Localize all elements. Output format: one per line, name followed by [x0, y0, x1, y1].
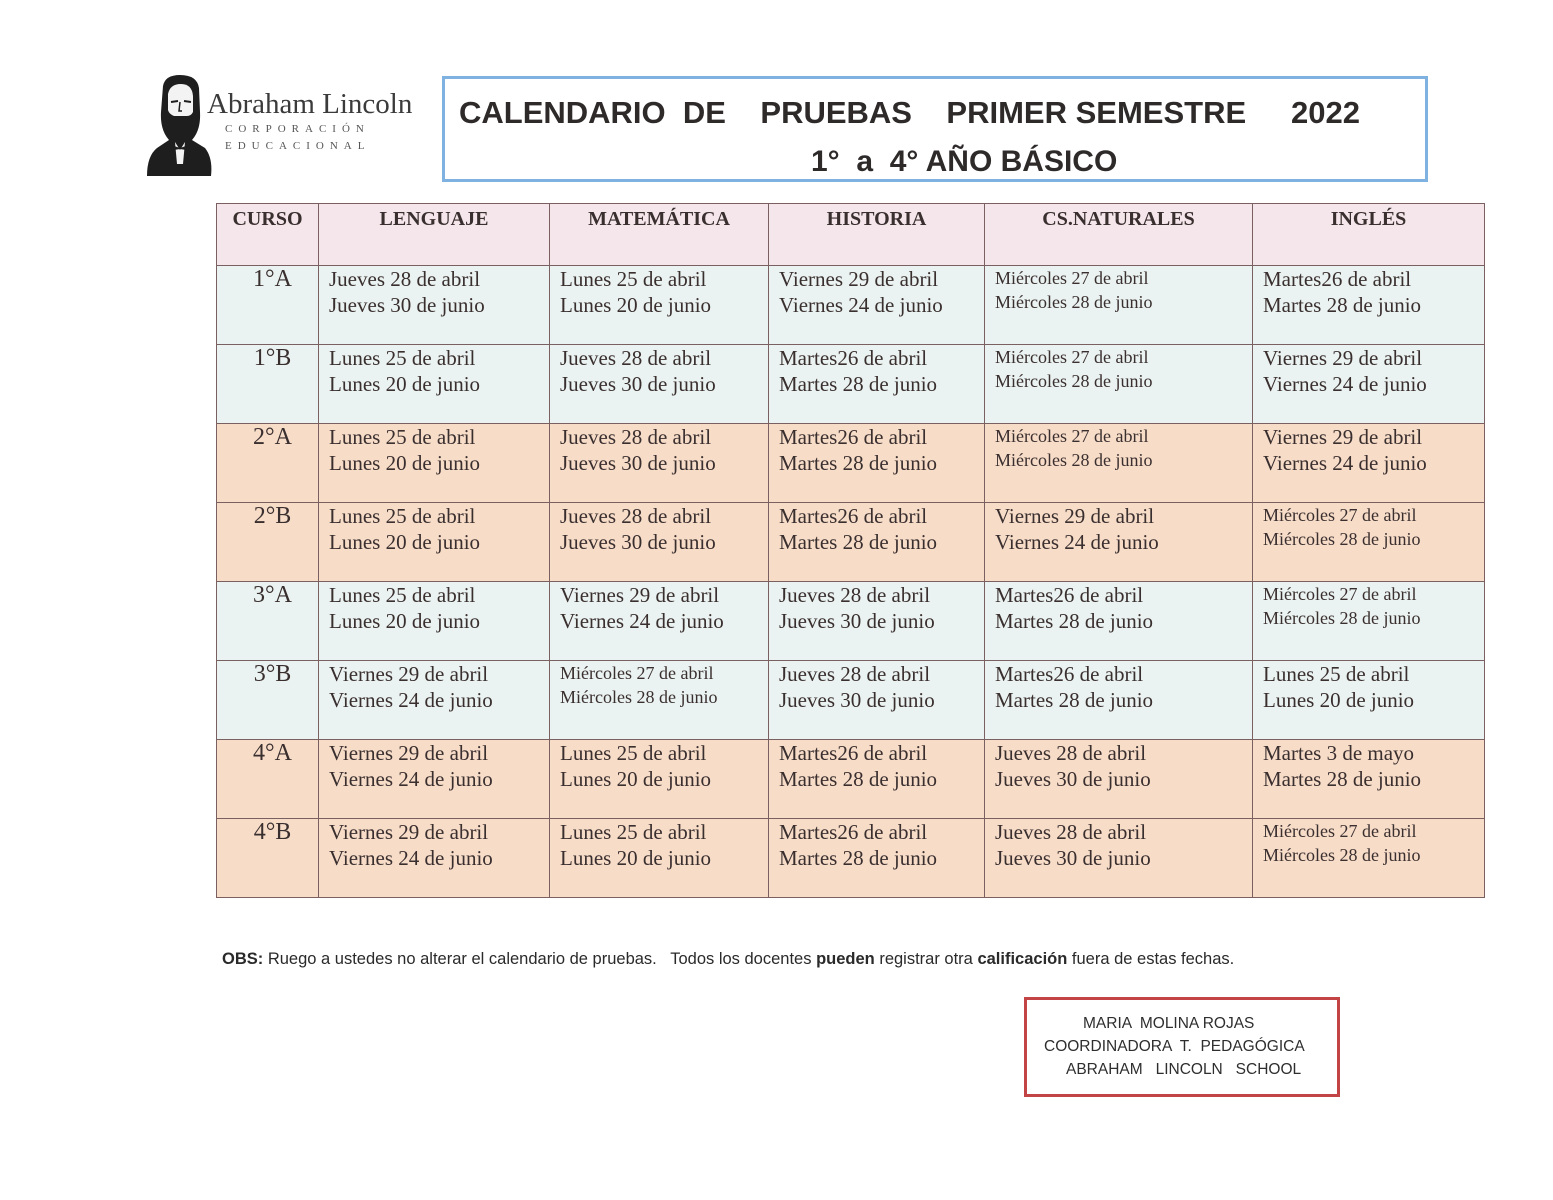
april-date: Martes26 de abril [779, 820, 928, 844]
april-date: Lunes 25 de abril [329, 346, 476, 370]
date-cell-matematica [550, 266, 769, 345]
table-header-row [217, 204, 1485, 266]
april-date: Lunes 25 de abril [560, 820, 707, 844]
table-row [217, 424, 1485, 503]
signature-name: MARIA MOLINA ROJAS [1083, 1015, 1255, 1032]
june-date: Lunes 20 de junio [329, 530, 481, 554]
april-date: Lunes 25 de abril [1263, 662, 1410, 686]
date-cell-lenguaje [319, 740, 550, 819]
april-date: Martes26 de abril [1263, 267, 1412, 291]
table-row [217, 345, 1485, 424]
date-cell-historia [769, 661, 985, 740]
curso-cell: 2°B [217, 503, 319, 582]
date-cell-historia [769, 503, 985, 582]
header-lenguaje: LENGUAJE [319, 204, 550, 266]
table-row [217, 740, 1485, 819]
april-date: Lunes 25 de abril [560, 267, 707, 291]
april-date: Martes26 de abril [779, 741, 928, 765]
date-cell-ingles [1253, 661, 1485, 740]
date-cell-cs-naturales [985, 503, 1253, 582]
date-cell-historia [769, 266, 985, 345]
curso-cell: 4°A [217, 740, 319, 819]
june-date: Jueves 30 de junio [995, 767, 1151, 791]
june-date: Viernes 24 de junio [1263, 372, 1427, 396]
header-historia: HISTORIA [769, 204, 985, 266]
april-date: Martes26 de abril [779, 346, 928, 370]
date-cell-lenguaje [319, 582, 550, 661]
april-date: Miércoles 27 de abril [995, 268, 1149, 288]
table-row [217, 266, 1485, 345]
april-date: Jueves 28 de abril [779, 662, 931, 686]
curso-cell: 4°B [217, 819, 319, 898]
date-cell-historia [769, 819, 985, 898]
date-cell-cs-naturales [985, 819, 1253, 898]
june-date: Miércoles 28 de junio [1263, 845, 1421, 865]
june-date: Lunes 20 de junio [1263, 688, 1415, 712]
curso-cell: 1°B [217, 345, 319, 424]
date-cell-lenguaje [319, 661, 550, 740]
june-date: Jueves 30 de junio [779, 609, 935, 633]
obs-bold-2: calificación [977, 950, 1068, 968]
school-logo [145, 72, 415, 177]
april-date: Jueves 28 de abril [779, 583, 931, 607]
april-date: Viernes 29 de abril [329, 662, 489, 686]
april-date: Viernes 29 de abril [995, 504, 1155, 528]
date-cell-ingles [1253, 345, 1485, 424]
page-title: CALENDARIO DE PRUEBAS PRIMER SEMESTRE [459, 95, 1247, 130]
signature-role: COORDINADORA T. PEDAGÓGICA [1044, 1038, 1305, 1055]
june-date: Martes 28 de junio [779, 451, 938, 475]
date-cell-ingles [1253, 740, 1485, 819]
date-cell-lenguaje [319, 424, 550, 503]
june-date: Jueves 30 de junio [560, 372, 716, 396]
june-date: Martes 28 de junio [779, 530, 938, 554]
title-year: 2022 [1291, 95, 1360, 130]
date-cell-matematica [550, 740, 769, 819]
date-cell-historia [769, 740, 985, 819]
date-cell-cs-naturales [985, 345, 1253, 424]
header-matematica: MATEMÁTICA [550, 204, 769, 266]
june-date: Lunes 20 de junio [560, 293, 712, 317]
june-date: Lunes 20 de junio [560, 846, 712, 870]
april-date: Miércoles 27 de abril [560, 663, 714, 683]
april-date: Jueves 28 de abril [560, 346, 712, 370]
date-cell-ingles [1253, 819, 1485, 898]
curso-cell: 3°B [217, 661, 319, 740]
april-date: Martes26 de abril [995, 583, 1144, 607]
april-date: Lunes 25 de abril [560, 741, 707, 765]
june-date: Lunes 20 de junio [329, 372, 481, 396]
table-row [217, 503, 1485, 582]
april-date: Martes 3 de mayo [1263, 741, 1415, 765]
date-cell-matematica [550, 503, 769, 582]
april-date: Miércoles 27 de abril [995, 347, 1149, 367]
date-cell-lenguaje [319, 345, 550, 424]
date-cell-cs-naturales [985, 582, 1253, 661]
june-date: Jueves 30 de junio [329, 293, 485, 317]
date-cell-ingles [1253, 582, 1485, 661]
june-date: Viernes 24 de junio [329, 767, 493, 791]
april-date: Martes26 de abril [779, 504, 928, 528]
june-date: Viernes 24 de junio [329, 688, 493, 712]
obs-text-1: Ruego a ustedes no alterar el calendario de pruebas. Todos los docentes [263, 950, 817, 968]
date-cell-cs-naturales [985, 424, 1253, 503]
header-curso: CURSO [217, 204, 319, 266]
obs-text-2: registrar otra [874, 950, 978, 968]
june-date: Miércoles 28 de junio [995, 292, 1153, 312]
header-ingles: INGLÉS [1253, 204, 1485, 266]
signature-box [1024, 997, 1340, 1097]
table-row [217, 582, 1485, 661]
april-date: Viernes 29 de abril [560, 583, 720, 607]
date-cell-matematica [550, 819, 769, 898]
june-date: Viernes 24 de junio [560, 609, 724, 633]
june-date: Viernes 24 de junio [995, 530, 1159, 554]
obs-text-3: fuera de estas fechas. [1067, 950, 1235, 968]
april-date: Jueves 28 de abril [329, 267, 481, 291]
april-date: Viernes 29 de abril [329, 741, 489, 765]
date-cell-matematica [550, 582, 769, 661]
april-date: Jueves 28 de abril [560, 425, 712, 449]
date-cell-cs-naturales [985, 661, 1253, 740]
june-date: Martes 28 de junio [1263, 293, 1422, 317]
logo-subtitle-2: EDUCACIONAL [225, 140, 371, 152]
june-date: Miércoles 28 de junio [995, 450, 1153, 470]
date-cell-ingles [1253, 424, 1485, 503]
june-date: Viernes 24 de junio [329, 846, 493, 870]
june-date: Lunes 20 de junio [560, 767, 712, 791]
june-date: Miércoles 28 de junio [1263, 529, 1421, 549]
curso-cell: 1°A [217, 266, 319, 345]
title-box [442, 76, 1428, 182]
april-date: Miércoles 27 de abril [1263, 821, 1417, 841]
date-cell-matematica [550, 345, 769, 424]
april-date: Viernes 29 de abril [1263, 425, 1423, 449]
date-cell-historia [769, 582, 985, 661]
curso-cell: 3°A [217, 582, 319, 661]
june-date: Martes 28 de junio [995, 688, 1154, 712]
lincoln-portrait-icon [145, 72, 215, 177]
june-date: Martes 28 de junio [779, 767, 938, 791]
june-date: Martes 28 de junio [779, 372, 938, 396]
april-date: Lunes 25 de abril [329, 583, 476, 607]
april-date: Martes26 de abril [995, 662, 1144, 686]
june-date: Martes 28 de junio [1263, 767, 1422, 791]
june-date: Viernes 24 de junio [779, 293, 943, 317]
april-date: Jueves 28 de abril [995, 741, 1147, 765]
date-cell-ingles [1253, 503, 1485, 582]
table-row [217, 661, 1485, 740]
header-cs-naturales: CS.NATURALES [985, 204, 1253, 266]
april-date: Martes26 de abril [779, 425, 928, 449]
june-date: Jueves 30 de junio [560, 530, 716, 554]
june-date: Jueves 30 de junio [995, 846, 1151, 870]
april-date: Viernes 29 de abril [779, 267, 939, 291]
curso-cell: 2°A [217, 424, 319, 503]
date-cell-lenguaje [319, 503, 550, 582]
june-date: Miércoles 28 de junio [560, 687, 718, 707]
april-date: Lunes 25 de abril [329, 504, 476, 528]
june-date: Miércoles 28 de junio [1263, 608, 1421, 628]
date-cell-cs-naturales [985, 266, 1253, 345]
date-cell-lenguaje [319, 266, 550, 345]
obs-bold-1: pueden [816, 950, 875, 968]
june-date: Viernes 24 de junio [1263, 451, 1427, 475]
date-cell-historia [769, 345, 985, 424]
date-cell-cs-naturales [985, 740, 1253, 819]
date-cell-lenguaje [319, 819, 550, 898]
date-cell-historia [769, 424, 985, 503]
april-date: Lunes 25 de abril [329, 425, 476, 449]
april-date: Viernes 29 de abril [1263, 346, 1423, 370]
table-row [217, 819, 1485, 898]
june-date: Jueves 30 de junio [779, 688, 935, 712]
logo-subtitle-1: CORPORACIÓN [225, 123, 370, 135]
april-date: Viernes 29 de abril [329, 820, 489, 844]
obs-label: OBS: [222, 950, 264, 968]
april-date: Miércoles 27 de abril [1263, 584, 1417, 604]
april-date: Jueves 28 de abril [560, 504, 712, 528]
date-cell-ingles [1253, 266, 1485, 345]
june-date: Jueves 30 de junio [560, 451, 716, 475]
june-date: Lunes 20 de junio [329, 609, 481, 633]
exam-calendar-table [216, 203, 1485, 898]
april-date: Miércoles 27 de abril [995, 426, 1149, 446]
logo-name: Abraham Lincoln [207, 88, 413, 120]
june-date: Miércoles 28 de junio [995, 371, 1153, 391]
signature-school: ABRAHAM LINCOLN SCHOOL [1066, 1061, 1302, 1078]
april-date: Jueves 28 de abril [995, 820, 1147, 844]
june-date: Lunes 20 de junio [329, 451, 481, 475]
june-date: Martes 28 de junio [995, 609, 1154, 633]
april-date: Miércoles 27 de abril [1263, 505, 1417, 525]
date-cell-matematica [550, 424, 769, 503]
page-subtitle: 1° a 4° AÑO BÁSICO [811, 145, 1118, 178]
date-cell-matematica [550, 661, 769, 740]
observation-note [222, 950, 1234, 969]
june-date: Martes 28 de junio [779, 846, 938, 870]
